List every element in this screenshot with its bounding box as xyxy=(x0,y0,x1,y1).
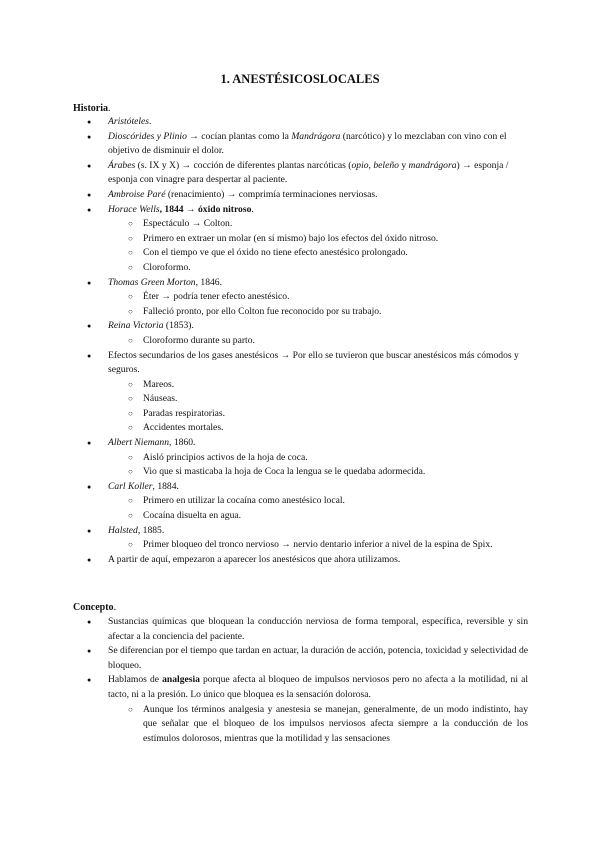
list-item: ● Reina Victoria (1853). ○ Cloroformo durante su parto. xyxy=(73,319,528,348)
sub-list xyxy=(108,290,528,319)
sub-list xyxy=(108,217,528,275)
sub-list-item: ○ Mareos. xyxy=(108,378,528,393)
sub-list-item: ○ Primer bloqueo del tronco nervioso → nervio dentario inferior a nivel de la espina de Spix. xyxy=(108,538,528,553)
list-item: ● Efectos secundarios de los gases anestésicos → Por ello se tuvieron que buscar anestésicos más cómodos y seguros. ○ Mareos. ○ Náuseas. ○ Paradas respiratorias. ○ Accidentes mortales. xyxy=(73,349,528,437)
sub-list-item: ○ Vio que si masticaba la hoja de Coca la lengua se le quedaba adormecida. xyxy=(108,465,528,480)
sub-list-item: ○ Cocaína disuelta en agua. xyxy=(108,509,528,524)
sub-list xyxy=(108,334,528,349)
list-item: ● Sustancias químicas que bloquean la conducción nerviosa de forma temporal, específica, reversible y sin afectar a la conciencia del paciente. xyxy=(73,615,528,644)
list-item: ● Se diferencian por el tiempo que tardan en actuar, la duración de acción, potencia, toxicidad y selectividad de bloqueo. xyxy=(73,644,528,673)
list-item: ● Hablamos de analgesia porque afecta al bloqueo de impulsos nerviosos pero no afecta a la motilidad, ni al tacto, ni a la presión. Lo único que bloquea es la sensación dolorosa. ○ Aunque los términos analgesia y anestesia se manejan, generalmente, de un modo indistinto, hay que señalar que el bloqueo de los impulsos nerviosos afecta siempre a la conducción de los estímulos dolorosos, mientras que la motilidad y las sensaciones xyxy=(73,673,528,746)
list-item: ● Ambroise Paré (renacimiento) → comprimía terminaciones nerviosas. xyxy=(73,188,528,203)
sub-list xyxy=(108,451,528,480)
historia-list xyxy=(73,115,528,567)
list-item: ● Albert Niemann, 1860. ○ Aisló principios activos de la hoja de coca. ○ Vio que si masticaba la hoja de Coca la lengua se le quedaba adormecida. xyxy=(73,436,528,480)
sub-list-item: ○ Accidentes mortales. xyxy=(108,421,528,436)
sub-list-item: ○ Primero en extraer un molar (en sí mismo) bajo los efectos del óxido nitroso. xyxy=(108,232,528,247)
list-item: ● A partir de aquí, empezaron a aparecer los anestésicos que ahora utilizamos. xyxy=(73,553,528,568)
sub-list-item: ○ Náuseas. xyxy=(108,392,528,407)
sub-list-item: ○ Aisló principios activos de la hoja de coca. xyxy=(108,451,528,466)
sub-list-item: ○ Cloroformo durante su parto. xyxy=(108,334,528,349)
list-item: ● Halsted, 1885. ○ Primer bloqueo del tronco nervioso → nervio dentario inferior a nivel de la espina de Spix. xyxy=(73,524,528,553)
list-item: ● Aristóteles. xyxy=(73,115,528,130)
list-item: ● Horace Wells, 1844 → óxido nitroso. ○ Espectáculo → Colton. ○ Primero en extraer un molar (en sí mismo) bajo los efectos del óxido nitroso. ○ Con el tiempo ve que el óxido no tiene efecto anestésico prolongado. ○ Cloroformo. xyxy=(73,203,528,276)
list-item: ● Dioscórides y Plinio → cocían plantas como la Mandrágora (narcótico) y lo mezclaban con vino con el objetivo de disminuir el dolor. xyxy=(73,130,528,159)
list-item: ● Árabes (s. IX y X) → cocción de diferentes plantas narcóticas (opio, beleño y mandrágora) → esponja / esponja con vinagre para despertar al paciente. xyxy=(73,159,528,188)
sub-list xyxy=(108,378,528,436)
sub-list-item: ○ Cloroformo. xyxy=(108,261,528,276)
page-title: 1. ANESTÉSICOSLOCALES xyxy=(220,72,380,86)
section-heading-historia: Historia. xyxy=(73,103,111,114)
sub-list-item: ○ Primero en utilizar la cocaína como anestésico local. xyxy=(108,494,528,509)
sub-list xyxy=(108,703,528,747)
sub-list-item: ○ Con el tiempo ve que el óxido no tiene efecto anestésico prolongado. xyxy=(108,246,528,261)
sub-list-item: ○ Falleció pronto, por ello Colton fue reconocido por su trabajo. xyxy=(108,305,528,320)
sub-list-item: ○ Aunque los términos analgesia y anestesia se manejan, generalmente, de un modo indistinto, hay que señalar que el bloqueo de los impulsos nerviosos afecta siempre a la conducción de los estímulos dolorosos, mientras que la motilidad y las sensaciones xyxy=(108,703,528,747)
sub-list xyxy=(108,538,528,553)
sub-list-item: ○ Espectáculo → Colton. xyxy=(108,217,528,232)
sub-list-item: ○ Éter → podría tener efecto anestésico. xyxy=(108,290,528,305)
list-item: ● Carl Koller, 1884. ○ Primero en utilizar la cocaína como anestésico local. ○ Cocaína disuelta en agua. xyxy=(73,480,528,524)
sub-list xyxy=(108,494,528,523)
sub-list-item: ○ Paradas respiratorias. xyxy=(108,407,528,422)
list-item: ● Thomas Green Morton, 1846. ○ Éter → podría tener efecto anestésico. ○ Falleció pronto, por ello Colton fue reconocido por su trabajo. xyxy=(73,276,528,320)
concepto-list xyxy=(73,615,528,746)
section-heading-concepto: Concepto. xyxy=(73,602,117,613)
